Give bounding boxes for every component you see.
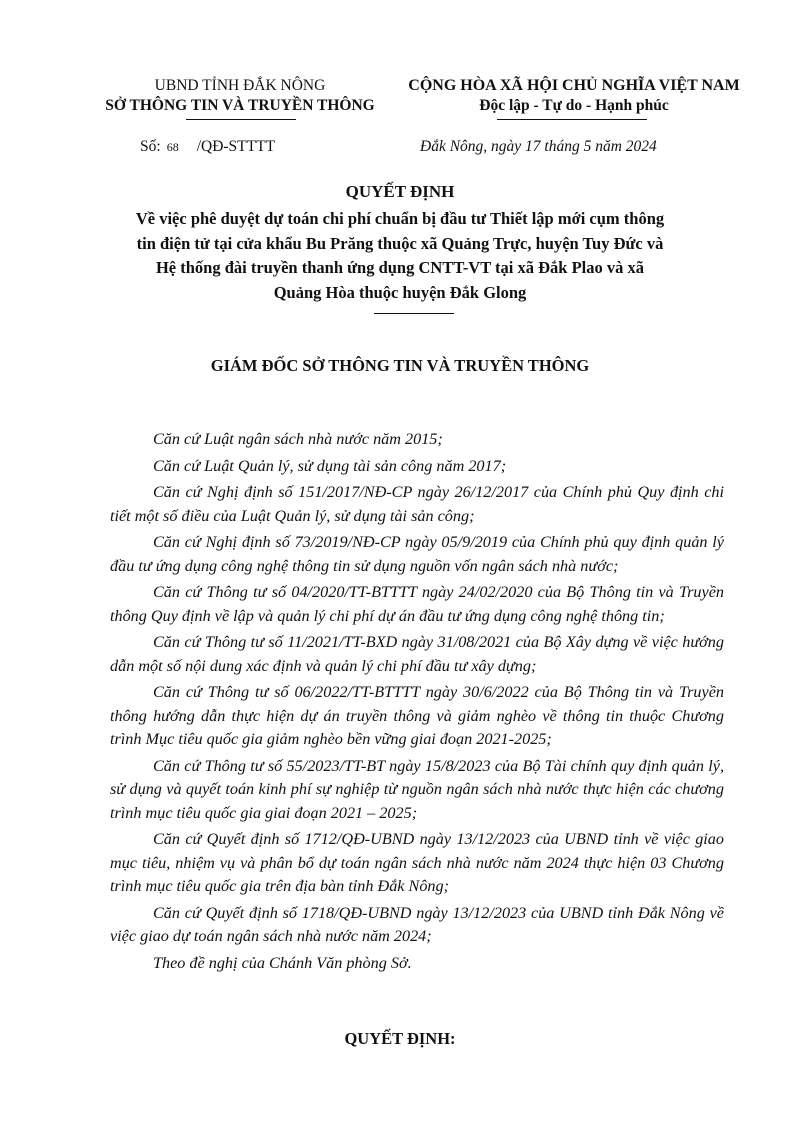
legal-basis-item: Căn cứ Luật ngân sách nhà nước năm 2015; [153, 430, 443, 448]
motto-underline [497, 119, 647, 120]
subject-line: Về việc phê duyệt dự toán chi phí chuẩn bị đầu tư Thiết lập mới cụm thông [135, 209, 665, 228]
legal-basis-item: Căn cứ Luật Quản lý, sử dụng tài sản công năm 2017; [153, 456, 507, 475]
legal-basis-item: Căn cứ Quyết định số 1712/QĐ-UBND ngày 13/12/2023 của UBND tỉnh về việc giao mục tiêu, nhiệm vụ và phân bổ dự toán ngân sách nhà nước năm 2024 thực hiện 03 Chương trình mục tiêu quốc gia trên địa bàn tỉnh Đắk Nông; [110, 830, 724, 895]
legal-basis-item: Căn cứ Quyết định số 1718/QĐ-UBND ngày 13/12/2023 của UBND tỉnh Đắk Nông về việc giao dự toán ngân sách nhà nước năm 2024; [110, 903, 724, 945]
subject-line: Hệ thống đài truyền thanh ứng dụng CNTT-VT tại xã Đắk Plao và xã [155, 258, 645, 277]
document-subject [100, 207, 700, 305]
authority-heading: GIÁM ĐỐC SỞ THÔNG TIN VÀ TRUYỀN THÔNG [210, 356, 590, 375]
parent-agency-name: UBND TỈNH ĐẮK NÔNG [154, 77, 326, 94]
national-motto: Độc lập - Tự do - Hạnh phúc [479, 97, 669, 114]
legal-basis-item: Căn cứ Thông tư số 55/2023/TT-BT ngày 15/8/2023 của Bộ Tài chính quy định quản lý, sử dụng và quyết toán kinh phí sự nghiệp từ nguồn ngân sách nhà nước thực hiện các chương trình mục tiêu quốc gia giai đoạn 2021 – 2025; [110, 756, 724, 822]
number-value: 68 [166, 140, 179, 154]
document-title: QUYẾT ĐỊNH [345, 182, 455, 201]
legal-basis-item: Căn cứ Nghị định số 151/2017/NĐ-CP ngày 26/12/2017 của Chính phủ Quy định chi tiết một số điều của Luật Quản lý, sử dụng tài sản công; [110, 483, 724, 525]
subject-line: tin điện tử tại cửa khẩu Bu Prăng thuộc xã Quảng Trực, huyện Tuy Đức và [136, 233, 664, 253]
legal-basis-item: Căn cứ Thông tư số 11/2021/TT-BXD ngày 31/08/2021 của Bộ Xây dựng về việc hướng dẫn một số nội dung xác định và quản lý chi phí đầu tư xây dựng; [110, 633, 724, 675]
agency-name: SỞ THÔNG TIN VÀ TRUYỀN THÔNG [105, 97, 375, 114]
decision-heading: QUYẾT ĐỊNH: [344, 1029, 456, 1048]
number-suffix: /QĐ-STTTT [196, 138, 276, 155]
agency-underline [186, 119, 296, 120]
legal-basis-item: Theo đề nghị của Chánh Văn phòng Sở. [153, 953, 412, 972]
legal-basis-item: Căn cứ Nghị định số 73/2019/NĐ-CP ngày 05/9/2019 của Chính phủ quy định quản lý đầu tư ứng dụng công nghệ thông tin sử dụng nguồn vốn ngân sách nhà nước; [110, 533, 724, 575]
legal-basis-item: Căn cứ Thông tư số 04/2020/TT-BTTTT ngày 24/02/2020 của Bộ Thông tin và Truyền thông Quy định về lập và quản lý chi phí dự án đầu tư ứng dụng công nghệ thông tin; [110, 583, 724, 625]
number-label: Số: [140, 138, 161, 155]
subject-underline [374, 313, 454, 314]
document-number [140, 138, 275, 156]
country-name: CỘNG HÒA XÃ HỘI CHỦ NGHĨA VIỆT NAM [408, 77, 740, 94]
legal-basis-list [110, 428, 724, 978]
national-heading-block [360, 76, 788, 116]
subject-line: Quảng Hòa thuộc huyện Đắk Glong [273, 282, 527, 302]
place-and-date: Đắk Nông, ngày 17 tháng 5 năm 2024 [420, 138, 657, 155]
legal-basis-item: Căn cứ Thông tư số 06/2022/TT-BTTTT ngày 30/6/2022 của Bộ Thông tin và Truyền thông hướng dẫn thực hiện dự án truyền thông và giảm nghèo về thông tin thuộc Chương trình Mục tiêu quốc gia giảm nghèo bền vững giai đoạn 2021-2025; [110, 683, 724, 748]
